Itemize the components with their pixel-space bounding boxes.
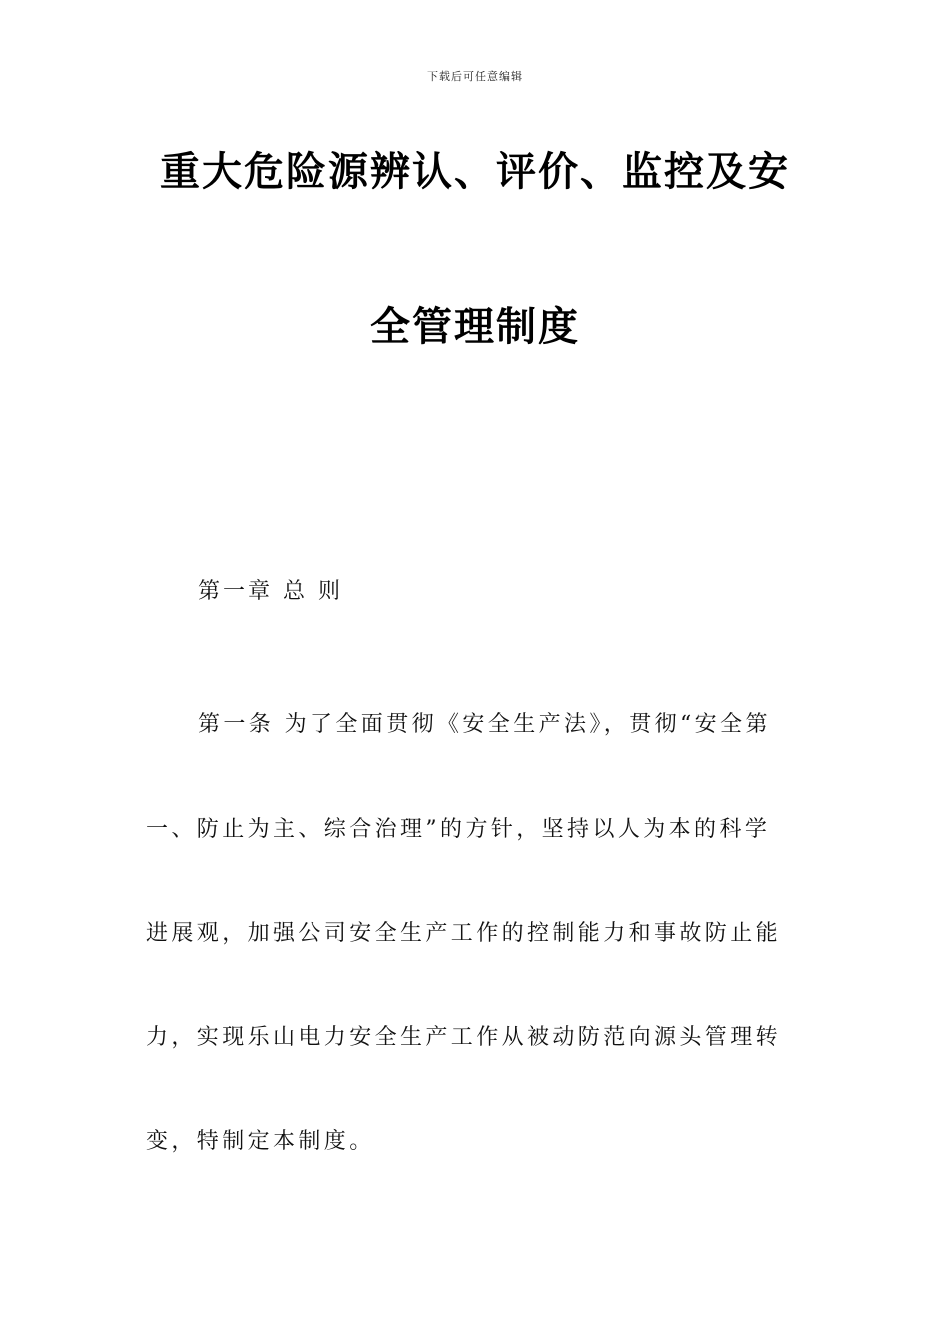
- header-note: 下载后可任意编辑: [427, 70, 523, 83]
- chapter-heading: 第一章 总 则: [198, 579, 343, 604]
- article-line-5: 变，特制定本制度。: [146, 1129, 375, 1154]
- document-title-line-2: 全管理制度: [370, 304, 580, 350]
- article-line-2: 一、防止为主、综合治理”的方针，坚持以人为本的科学: [146, 817, 771, 842]
- article-line-1: 第一条 为了全面贯彻《安全生产法》，贯彻“安全第: [198, 712, 771, 737]
- article-line-3: 进展观，加强公司安全生产工作的控制能力和事故防止能: [146, 921, 782, 946]
- document-title-line-1: 重大危险源辨认、评价、监控及安: [160, 149, 790, 195]
- article-line-4: 力，实现乐山电力安全生产工作从被动防范向源头管理转: [146, 1025, 782, 1050]
